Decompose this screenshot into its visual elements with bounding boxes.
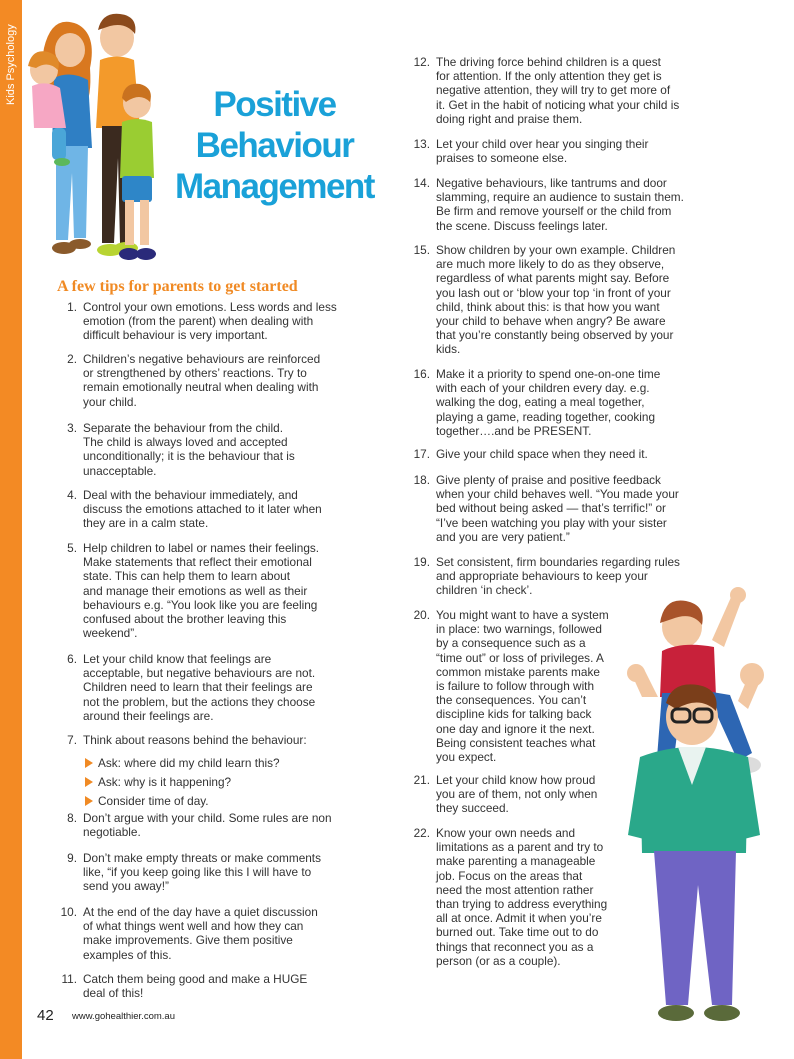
tip-text [436,176,746,233]
tip-number: 18. [413,473,430,487]
tip-line: make parenting a manageable [436,854,596,869]
tip-line: Don’t make empty threats or make comments [83,851,321,865]
tip-line: of what things went well and how they can [83,919,304,934]
tip-line: Show children by your own example. Children [436,243,676,257]
tip-line: emotion (from the parent) when dealing with [83,314,314,329]
tip-line: with each of your children every day. e.g. [436,381,650,396]
tip-line: bed without being asked — that’s terrific!” or [436,501,666,516]
tip-number: 11. [61,972,77,986]
tip-line: all at once. Admit it when you’re [436,911,602,926]
tip-line: kids. [436,342,461,357]
tip-number: 2. [67,352,77,366]
tip-line: you lash out or ‘blow your top ‘in front of your [436,285,671,300]
tip-line: remain emotionally neutral when dealing with [83,380,319,395]
tip-number: 19. [413,555,430,569]
tip-line: or strengthened by others’ reactions. Try to [83,366,307,381]
tip-number: 14. [413,176,430,190]
tip-line: are much more likely to do as they observe, [436,257,665,272]
tip-number: 7. [67,733,77,747]
tip-line: need the most attention rather [436,882,594,897]
tip-number: 17. [413,447,430,461]
tip-line: deal of this! [83,986,144,1001]
tip-line: slamming, require an audience to sustain them. [436,190,684,205]
tip-line: and appropriate behaviours to keep your [436,569,648,584]
family-illustration [22,8,172,273]
tip-item [410,447,746,461]
tip-item [57,851,373,894]
section-label: Kids Psychology [5,24,17,105]
subtitle: A few tips for parents to get started [57,278,298,295]
tip-line: the scene. Discuss feelings later. [436,218,608,233]
tip-number: 9. [67,851,77,865]
tip-number: 5. [67,541,77,555]
arrow-icon [85,777,93,787]
tip-line: Give plenty of praise and positive feedback [436,473,661,487]
tip-text [83,733,373,747]
tip-text [436,608,646,764]
tip-line: At the end of the day have a quiet discussion [83,905,318,919]
title-line-1: Positive [213,85,336,124]
tip-line: examples of this. [83,947,172,962]
tip-number: 20. [413,608,430,622]
tip-item [57,421,373,478]
tip-item [57,905,373,962]
tip-line: negative attention, they will try to get more of [436,83,671,98]
tip-line: Give your child space when they need it. [436,447,648,461]
tip-line: around their feelings are. [83,708,214,723]
tip-line: Make statements that reflect their emotional [83,555,312,570]
tip-line: your child. [83,394,137,409]
tip-line: acceptable, but negative behaviours are not. [83,666,316,681]
tip-number: 21. [413,773,430,787]
tip-line: things that reconnect you as a [436,939,594,954]
tip-line: “time out” or loss of privileges. A [436,650,604,665]
tip-line: one day and ignore it the next. [436,721,595,736]
tip-line: they are in a calm state. [83,516,209,531]
tip-line: Let your child over hear you singing their [436,137,649,151]
tip-line: and you are very patient.” [436,529,570,544]
tip-text [436,137,746,165]
tip-line: Help children to label or names their feelings. [83,541,320,555]
tip-item [410,773,646,816]
tip-line: that you’re constantly being observed by your [436,328,674,343]
tip-item [410,826,646,968]
tip-line: discipline kids for talking back [436,707,592,722]
tip-text [436,243,746,357]
tip-line: Being consistent teaches what [436,735,596,750]
tip-line: confused about the brother leaving this [83,612,287,627]
tip-line: unacceptable. [83,463,157,478]
arrow-icon [85,758,93,768]
tip-line: The child is always loved and accepted [83,435,288,450]
tip-line: Make it a priority to spend one-on-one time [436,367,661,381]
tip-item [410,137,746,165]
tip-line: walking the dog, eating a meal together, [436,395,645,410]
tip-line: in place: two warnings, followed [436,622,602,637]
tip-item [410,367,746,438]
sub-point: Ask: why is it happening? [85,775,231,789]
tip-number: 1. [67,300,77,314]
tip-line: than trying to address everything [436,897,608,912]
tip-number: 4. [67,488,77,502]
tip-item [57,541,373,640]
tip-line: person (or as a couple). [436,953,561,968]
tip-line: limitations as a parent and try to [436,840,604,855]
tip-text [83,488,373,531]
tip-line: the consequences. You can’t [436,693,587,708]
section-side-bar [0,0,22,1059]
tip-number: 6. [67,652,77,666]
tip-text [436,826,646,968]
tip-line: Let your child know that feelings are [83,652,272,666]
tip-line: common mistake parents make [436,664,600,679]
tip-item [57,488,373,531]
tip-number: 3. [67,421,77,435]
tip-line: Don’t argue with your child. Some rules are non [83,811,332,825]
tip-item [410,55,746,126]
tip-text [83,811,373,839]
tip-text [83,972,373,1000]
tip-line: discuss the emotions attached to it later when [83,502,322,517]
tip-number: 22. [413,826,430,840]
tip-line: burned out. Take time out to do [436,925,599,940]
tip-line: state. This can help them to learn about [83,569,291,584]
tip-line: they succeed. [436,801,509,816]
tip-item [57,652,373,723]
tip-line: doing right and praise them. [436,111,583,126]
tip-text [83,352,373,409]
footer-url[interactable]: www.gohealthier.com.au [72,1011,175,1022]
tip-line: you are of them, not only when [436,787,598,802]
tip-line: Catch them being good and make a HUGE [83,972,308,986]
tip-line: Control your own emotions. Less words and less [83,300,337,314]
tip-text [436,447,746,461]
tip-item [410,473,746,544]
tip-line: Deal with the behaviour immediately, and [83,488,298,502]
tip-line: regardless of what parents might say. Before [436,271,670,286]
tip-number: 16. [413,367,430,381]
tip-text [436,473,746,544]
tip-line: your child to behave when angry? Be aware [436,314,666,329]
tip-line: for attention. If the only attention they get is [436,69,662,84]
tip-line: when your child behaves well. “You made your [436,487,679,502]
tip-item [57,811,373,839]
tip-line: difficult behaviour is very important. [83,328,268,343]
tip-text [83,300,373,343]
tip-line: is failure to follow through with [436,679,595,694]
tip-line: The driving force behind children is a quest [436,55,661,69]
tip-item [57,733,373,747]
tip-line: weekend”. [83,626,138,641]
tip-line: Set consistent, firm boundaries regarding rules [436,555,680,569]
tip-item [57,352,373,409]
tip-item [410,608,646,764]
tip-item [410,176,746,233]
tip-text [83,851,373,894]
tip-text [83,652,373,723]
tip-line: send you away!” [83,879,169,894]
tip-line: behaviours e.g. “You look like you are feeling [83,597,318,612]
tip-line: together….and be PRESENT. [436,423,592,438]
tip-line: playing a game, reading together, cooking [436,409,656,424]
tip-text [83,421,373,478]
tip-text [83,541,373,640]
tip-line: job. Focus on the areas that [436,868,583,883]
tip-line: Separate the behaviour from the child. [83,421,284,435]
tip-line: you expect. [436,750,497,765]
title-line-3: Management [175,167,374,206]
tip-line: it. Get in the habit of noticing what your child is [436,97,680,112]
tip-line: make improvements. Give them positive [83,933,293,948]
tip-line: “I’ve been watching you play with your sister [436,515,667,530]
tip-number: 10. [60,905,77,919]
sub-point: Ask: where did my child learn this? [85,756,280,770]
tip-text [436,55,746,126]
title-line-2: Behaviour [195,126,354,165]
tip-line: Negative behaviours, like tantrums and door [436,176,667,190]
tip-line: like, “if you keep going like this I will have to [83,865,312,880]
tip-line: You might want to have a system [436,608,609,622]
tip-number: 13. [413,137,430,151]
tip-item [57,300,373,343]
tip-line: child, think about this: is that how you want [436,299,660,314]
tip-line: Think about reasons behind the behaviour: [83,733,307,747]
sub-point: Consider time of day. [85,794,209,808]
tip-number: 15. [413,243,430,257]
tip-text [436,773,646,816]
page-title [172,84,377,207]
tip-line: Children need to learn that their feelings are [83,680,313,695]
tip-text [436,367,746,438]
tip-text [83,905,373,962]
tip-line: praises to someone else. [436,151,568,166]
arrow-icon [85,796,93,806]
tip-number: 8. [67,811,77,825]
tip-line: not the problem, but the actions they choose [83,694,316,709]
father-child-illustration [620,585,792,1030]
tip-item [57,972,373,1000]
tip-line: Children’s negative behaviours are reinforced [83,352,321,366]
tip-line: unconditionally; it is the behaviour that is [83,449,295,464]
tip-line: children ‘in check’. [436,583,533,598]
tip-line: Be firm and remove yourself or the child from [436,204,672,219]
tip-line: Let your child know how proud [436,773,596,787]
tip-line: Know your own needs and [436,826,576,840]
tip-item [410,243,746,357]
tip-line: by a consequence such as a [436,636,586,651]
tip-number: 12. [413,55,430,69]
page-number: 42 [37,1007,54,1024]
tip-line: negotiable. [83,825,141,840]
tip-line: and manage their emotions as well as their [83,583,308,598]
